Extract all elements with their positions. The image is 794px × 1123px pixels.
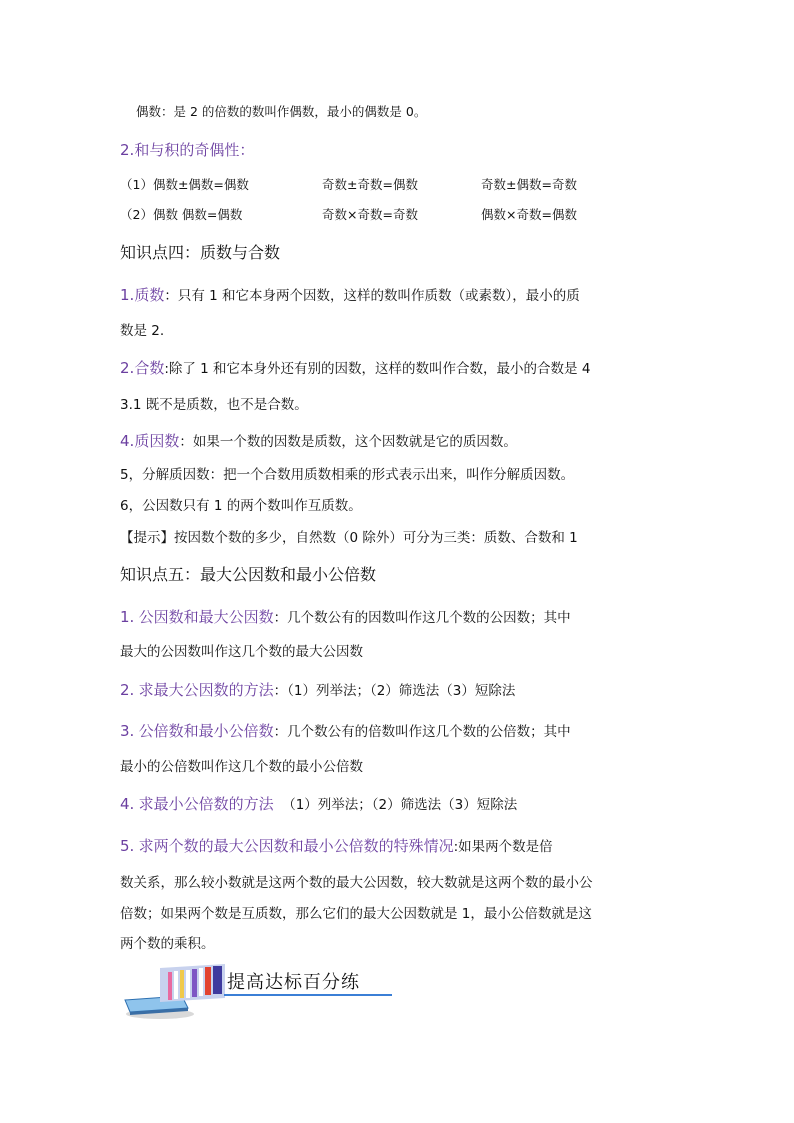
section-heading-5: 知识点五：最大公因数和最小公倍数 <box>120 565 377 584</box>
item-term: 求最小公倍数的方法 <box>138 795 274 813</box>
factorization-definition: 5，分解质因数：把一个合数用质数相乘的形式表示出来，叫作分解质因数。 <box>120 467 575 483</box>
item-term: 合数 <box>134 359 165 377</box>
item-number: 2. <box>120 359 135 377</box>
item-term: 公因数和最大公因数 <box>138 608 274 626</box>
lcm-definition <box>120 721 571 742</box>
banner-title: 提高达标百分练 <box>227 972 360 993</box>
prime-definition-cont: 数是 2. <box>120 323 165 339</box>
special-cases-cont-3: 两个数的乘积。 <box>120 936 215 952</box>
parity-row2-col3: 偶数×奇数=偶数 <box>481 207 577 222</box>
tip-note: 【提示】按因数个数的多少，自然数（0 除外）可分为三类：质数、合数和 1 <box>120 530 578 546</box>
gcd-definition-cont: 最大的公因数叫作这几个数的最大公因数 <box>120 644 363 660</box>
practice-banner <box>120 962 400 1024</box>
item-text: 和与积的奇偶性： <box>134 141 255 159</box>
item-text: ：（1）列举法；（2）筛选法（3）短除法 <box>273 683 516 699</box>
parity-row2-col1: （2）偶数 偶数=偶数 <box>120 207 243 222</box>
even-definition: 偶数：是 2 的倍数的数叫作偶数，最小的偶数是 0。 <box>136 104 427 119</box>
item-number: 1. <box>120 608 135 626</box>
item-text: :除了 1 和它本身外还有别的因数，这样的数叫作合数，最小的合数是 4 <box>164 361 591 377</box>
parity-row1-col3: 奇数±偶数=奇数 <box>481 177 577 192</box>
item-text: （1）列举法；（2）筛选法（3）短除法 <box>282 797 518 813</box>
parity-row1-col2: 奇数±奇数=偶数 <box>322 177 418 192</box>
item-number: 4. <box>120 432 135 450</box>
prime-definition <box>120 285 580 306</box>
item-term: 求两个数的最大公因数和最小公倍数的特殊情况 <box>138 837 454 855</box>
coprime-definition: 6，公因数只有 1 的两个数叫作互质数。 <box>120 498 362 514</box>
special-cases <box>120 836 553 857</box>
item-text: ：几个数公有的因数叫作这几个数的公因数；其中 <box>273 610 571 626</box>
item-number: 3. <box>120 722 135 740</box>
item-text: ：只有 1 和它本身两个因数，这样的数叫作质数（或素数），最小的质 <box>164 288 580 304</box>
item-term: 质数 <box>134 286 165 304</box>
item-number: 5. <box>120 837 135 855</box>
special-cases-cont-1: 数关系，那么较小数就是这两个数的最大公因数，较大数就是这两个数的最小公 <box>120 875 593 891</box>
section-heading-4: 知识点四：质数与合数 <box>120 243 281 262</box>
lcm-methods <box>120 794 517 815</box>
gcd-methods <box>120 680 515 701</box>
item-text: ：如果一个数的因数是质数，这个因数就是它的质因数。 <box>179 434 517 450</box>
parity-row1-col1: （1）偶数±偶数=偶数 <box>120 177 249 192</box>
item-term: 求最大公因数的方法 <box>138 681 274 699</box>
parity-row2-col2: 奇数×奇数=奇数 <box>322 207 418 222</box>
item-number: 4. <box>120 795 135 813</box>
parity-heading <box>120 140 254 161</box>
composite-definition <box>120 358 590 379</box>
one-note: 3.1 既不是质数，也不是合数。 <box>120 397 308 413</box>
special-cases-cont-2: 倍数；如果两个数是互质数，那么它们的最大公因数就是 1，最小公倍数就是这 <box>120 906 592 922</box>
gcd-definition <box>120 607 571 628</box>
lcm-definition-cont: 最小的公倍数叫作这几个数的最小公倍数 <box>120 759 363 775</box>
item-term: 质因数 <box>134 432 180 450</box>
item-term: 公倍数和最小公倍数 <box>138 722 274 740</box>
item-text: :如果两个数是倍 <box>453 839 553 855</box>
prime-factor-definition <box>120 431 517 452</box>
item-text: ：几个数公有的倍数叫作这几个数的公倍数；其中 <box>273 724 571 740</box>
item-number: 1. <box>120 286 135 304</box>
item-number: 2. <box>120 141 135 159</box>
item-number: 2. <box>120 681 135 699</box>
